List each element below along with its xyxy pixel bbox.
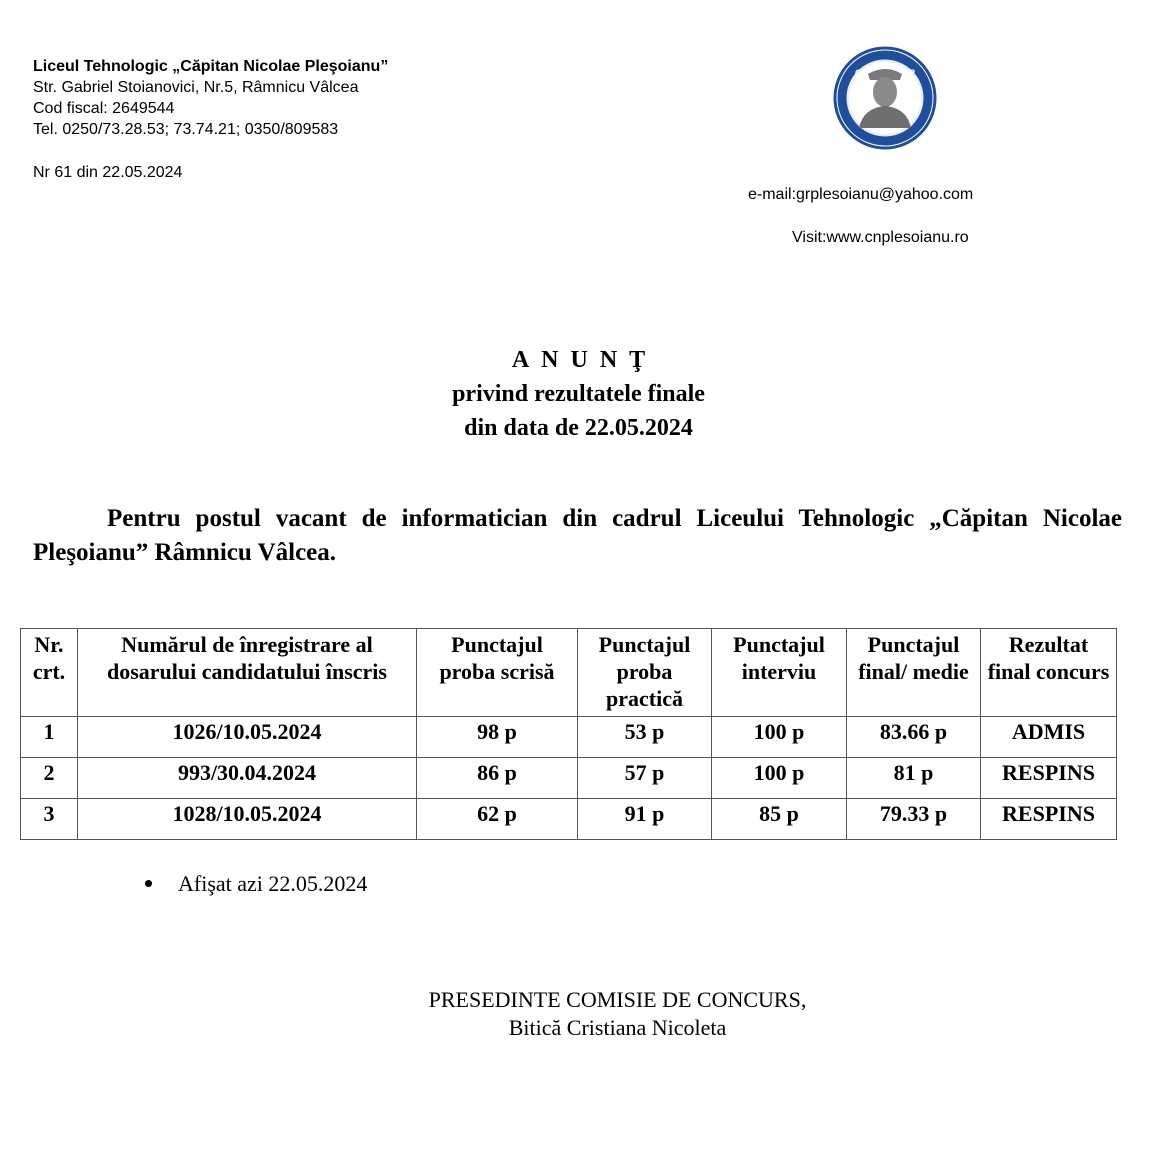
svg-text:C: C: [855, 68, 862, 78]
cell-result: RESPINS: [981, 758, 1117, 799]
signature-block: [0, 986, 1157, 1042]
cell-interview: 100 p: [712, 717, 847, 758]
table-row: [21, 758, 1117, 799]
table-row: [21, 717, 1117, 758]
header-interview: Punctajul interviu: [712, 629, 847, 717]
posted-note-text: Afişat azi 22.05.2024: [178, 871, 368, 896]
school-logo-icon: [833, 46, 937, 150]
header-practical: Punctajul proba practică: [578, 629, 712, 717]
header-written: Punctajul proba scrisă: [417, 629, 578, 717]
announcement-title: [0, 343, 1157, 445]
school-address: Str. Gabriel Stoianovici, Nr.5, Râmnicu Vâlcea: [33, 79, 359, 96]
header-result: Rezultat final concurs: [981, 629, 1117, 717]
cell-written: 98 p: [417, 717, 578, 758]
cell-result: RESPINS: [981, 799, 1117, 840]
registration-number: Nr 61 din 22.05.2024: [33, 164, 183, 181]
cell-final: 81 p: [847, 758, 981, 799]
cell-practical: 57 p: [578, 758, 712, 799]
signature-name: Bitică Cristiana Nicoleta: [508, 1015, 727, 1040]
bullet-icon: [145, 880, 152, 887]
cell-registration: 1026/10.05.2024: [78, 717, 417, 758]
results-table: [20, 628, 1117, 840]
cell-registration: 1028/10.05.2024: [78, 799, 417, 840]
cell-registration: 993/30.04.2024: [78, 758, 417, 799]
cell-practical: 91 p: [578, 799, 712, 840]
cell-interview: 85 p: [712, 799, 847, 840]
header-final: Punctajul final/ medie: [847, 629, 981, 717]
table-header-row: [21, 629, 1117, 717]
svg-text:P: P: [909, 68, 916, 78]
table-row: [21, 799, 1117, 840]
cell-written: 62 p: [417, 799, 578, 840]
cell-final: 79.33 p: [847, 799, 981, 840]
cell-practical: 53 p: [578, 717, 712, 758]
intro-paragraph: Pentru postul vacant de informatician din cadrul Liceului Tehnologic „Căpitan Nicolae Pleşoianu” Râmnicu Vâlcea.: [33, 505, 1122, 566]
website: Visit:www.cnplesoianu.ro: [792, 229, 969, 246]
cell-written: 86 p: [417, 758, 578, 799]
posted-note: [145, 871, 367, 897]
fiscal-code: Cod fiscal: 2649544: [33, 100, 175, 117]
header-registration: Numărul de înregistrare al dosarului candidatului înscris: [78, 629, 417, 717]
cell-interview: 100 p: [712, 758, 847, 799]
cell-nr: 2: [21, 758, 78, 799]
signature-role: PRESEDINTE COMISIE DE CONCURS,: [428, 987, 807, 1012]
contact-email: e-mail:grplesoianu@yahoo.com: [748, 186, 974, 203]
title-subtitle: privind rezultatele finale: [452, 381, 705, 407]
cell-result: ADMIS: [981, 717, 1117, 758]
title-date: din data de 22.05.2024: [464, 415, 693, 441]
cell-final: 83.66 p: [847, 717, 981, 758]
header-nr: Nr. crt.: [21, 629, 78, 717]
school-name: Liceul Tehnologic „Căpitan Nicolae Pleşoianu”: [33, 58, 389, 75]
school-header: [33, 56, 388, 140]
phone-numbers: Tel. 0250/73.28.53; 73.74.21; 0350/809583: [33, 121, 339, 138]
cell-nr: 3: [21, 799, 78, 840]
cell-nr: 1: [21, 717, 78, 758]
title-anunt: ANUNŢ: [511, 347, 658, 373]
